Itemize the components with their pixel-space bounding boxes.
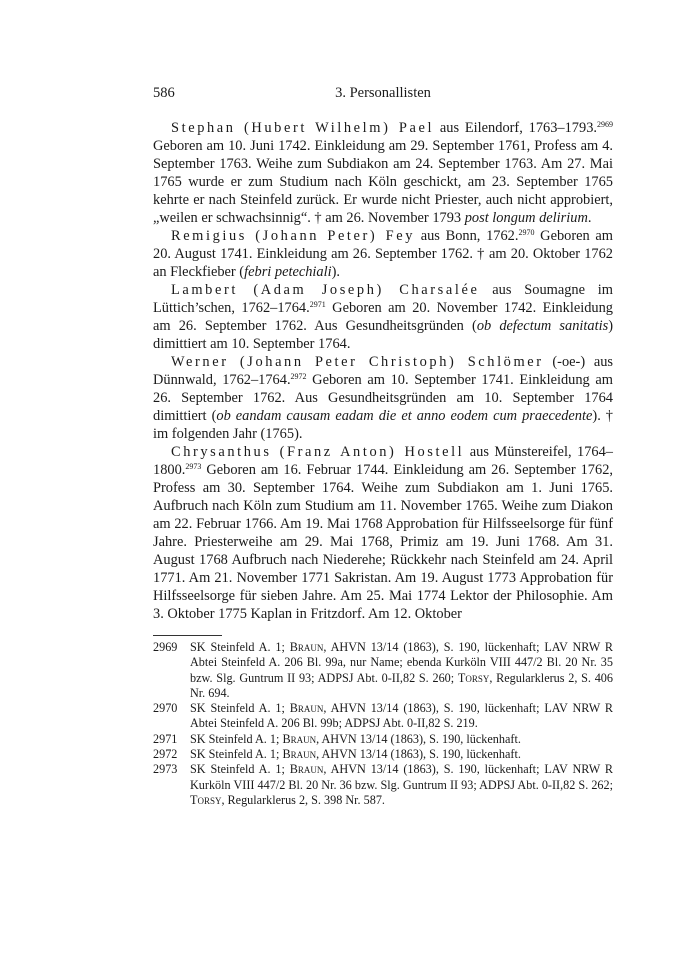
entry-name: Lambert (Adam Joseph) Charsalée	[171, 282, 480, 298]
author-name: Torsy	[457, 670, 490, 685]
footnote-text	[190, 747, 613, 762]
entry-fey	[153, 227, 613, 281]
entry-latin: ob eandam causam eadam die et anno eodem cum praecedente	[216, 408, 593, 424]
entry-lead: aus Münstereifel, 1764–1800.	[153, 444, 613, 478]
entry-tail: ). † im folgenden Jahr (1765).	[153, 408, 614, 442]
footnote-number: 2969	[153, 640, 178, 654]
footnote-text-part: SK Steinfeld A. 1;	[190, 762, 290, 777]
author-name: Braun	[282, 731, 317, 746]
footnote-number: 2971	[153, 731, 178, 746]
footnote-text-part: , AHVN 13/14 (1863), S. 190, lückenhaft; LAV NRW R Abtei Steinfeld A. 206 Bl. 99b; ADPSJ Abt. 0-II,82 S. 219.	[190, 701, 613, 731]
entry-schloemer	[153, 353, 613, 443]
footnote-text-part: , AHVN 13/14 (1863), S. 190, lückenhaft; LAV NRW R Abtei Steinfeld A. 206 Bl. 99a, nur Name; ebenda Kurköln VIII 447/2 Bl. 20 Nr. 35 bzw. Slg. Guntrum II 93; ADPSJ Abt. 0-II,82 S. 260;	[190, 640, 613, 685]
entry-name: Werner (Johann Peter Christoph) Schlömer	[171, 354, 544, 370]
footnote-text-part: SK Steinfeld A. 1;	[190, 640, 290, 654]
footnote	[153, 732, 613, 747]
entry-latin: ob defectum sanitatis	[476, 318, 609, 334]
footnote-number: 2970	[153, 701, 178, 716]
entry-text: Geboren am 20. August 1741. Einkleidung am 26. September 1762. † am 20. Oktober 1762 an Fleckfieber (	[153, 228, 614, 280]
footnote-ref[interactable]: 2971	[309, 300, 326, 309]
entry-hostell	[153, 443, 613, 623]
footnote-ref[interactable]: 2970	[518, 228, 535, 237]
footnote-ref[interactable]: 2973	[185, 462, 202, 471]
running-title: 3. Personallisten	[335, 85, 431, 101]
footnote-text-part: SK Steinfeld A. 1;	[190, 701, 290, 716]
footnote	[153, 762, 613, 808]
author-name: Torsy	[190, 792, 222, 807]
footnote	[153, 640, 613, 701]
main-text	[153, 119, 613, 623]
entry-tail: ).	[331, 264, 341, 280]
author-name: Braun	[289, 762, 324, 777]
entry-text: Geboren am 10. September 1741. Einkleidung am 26. September 1762. Aus Gesundheitsgründen am 10. September 1764 dimittiert (	[153, 372, 613, 424]
footnote-text-part: SK Steinfeld A. 1;	[190, 731, 283, 746]
author-name: Braun	[282, 747, 317, 762]
entry-charsalee	[153, 281, 613, 353]
entry-pael	[153, 119, 613, 227]
entry-name: Remigius (Johann Peter) Fey	[171, 228, 415, 244]
footnote	[153, 747, 613, 762]
author-name: Braun	[289, 640, 324, 654]
footnote-text	[190, 640, 613, 701]
footnote-number: 2972	[153, 747, 178, 762]
page-header	[153, 84, 613, 102]
entry-name: Chrysanthus (Franz Anton) Hostell	[171, 444, 465, 460]
footnote-text-part: , AHVN 13/14 (1863), S. 190, lückenhaft.	[316, 747, 521, 762]
entry-text: Geboren am 10. Juni 1742. Einkleidung am 29. September 1761, Profess am 4. September 1763. Weihe zum Subdiakon am 24. September 1763. Am 27. Mai 1765 wurde er zum Studium nach Köln geschickt, am 23. September 1765 kehrte er nach Steinfeld zurück. Er wurde nicht Priester, auch nicht approbiert, „weilen er schwachsinnig“. † am 26. November 1793	[153, 138, 613, 226]
footnote-text	[190, 732, 613, 747]
entry-name: Stephan (Hubert Wilhelm) Pael	[171, 120, 435, 136]
entry-latin: febri petechiali	[244, 264, 332, 280]
footnote-ref[interactable]: 2969	[597, 120, 613, 129]
footnotes	[153, 640, 613, 808]
entry-tail: ) dimittiert am 10. September 1764.	[153, 318, 613, 352]
footnote-text-part: SK Steinfeld A. 1;	[190, 747, 283, 762]
footnote-text	[190, 762, 613, 808]
page	[153, 0, 613, 828]
footnote-text-part: , AHVN 13/14 (1863), S. 190, lückenhaft; LAV NRW R Kurköln VIII 447/2 Bl. 20 Nr. 36 bzw. Slg. Guntrum II 93; ADPSJ Abt. 0-II,82 S. 262;	[190, 762, 613, 792]
page-number: 586	[153, 85, 175, 101]
footnote-ref[interactable]: 2972	[290, 372, 307, 381]
author-name: Braun	[289, 701, 324, 716]
footnote-text	[190, 701, 613, 732]
footnote-separator	[153, 635, 222, 636]
entry-latin: post longum delirium	[464, 210, 588, 226]
entry-tail: .	[587, 210, 592, 226]
entry-text: Geboren am 16. Februar 1744. Einkleidung am 26. September 1762, Profess am 30. September 1764. Weihe zum Subdiakon am 1. Juni 1765. Aufbruch nach Köln zum Studium am 11. November 1765. Weihe zum Diakon am 22. Februar 1766. Am 19. Mai 1768 Approbation für Hilfsseelsorge für fünf Jahre. Priesterweihe am 29. Mai 1768, Primiz am 19. Juni 1768. Am 31. August 1768 Aufbruch nach Niederehe; Rückkehr nach Steinfeld am 24. April 1771. Am 21. November 1771 Sakristan. Am 19. August 1773 Approbation für Hilfsseelsorge für sieben Jahre. Am 25. Mai 1774 Lektor der Philosophie. Am 3. Oktober 1775 Kaplan in Fritzdorf. Am 12. Oktober	[153, 462, 613, 622]
entry-lead: (-oe-) aus Dünnwald, 1762–1764.	[153, 354, 613, 388]
footnote-number: 2973	[153, 762, 178, 777]
footnote-text-part: , AHVN 13/14 (1863), S. 190, lückenhaft.	[316, 731, 521, 746]
footnote-text-part: , Regularklerus 2, S. 398 Nr. 587.	[221, 792, 385, 807]
entry-text: Geboren am 20. November 1742. Einkleidung am 26. September 1762. Aus Gesundheitsgründen (	[153, 300, 613, 334]
entry-lead: aus Soumagne im Lüttich’schen, 1762–1764.	[153, 282, 613, 316]
footnote-text-part: , Regularklerus 2, S. 406 Nr. 694.	[190, 670, 613, 700]
entry-lead: aus Bonn, 1762.	[415, 228, 519, 244]
entry-lead: aus Eilendorf, 1763–1793.	[434, 120, 597, 136]
footnote	[153, 701, 613, 732]
